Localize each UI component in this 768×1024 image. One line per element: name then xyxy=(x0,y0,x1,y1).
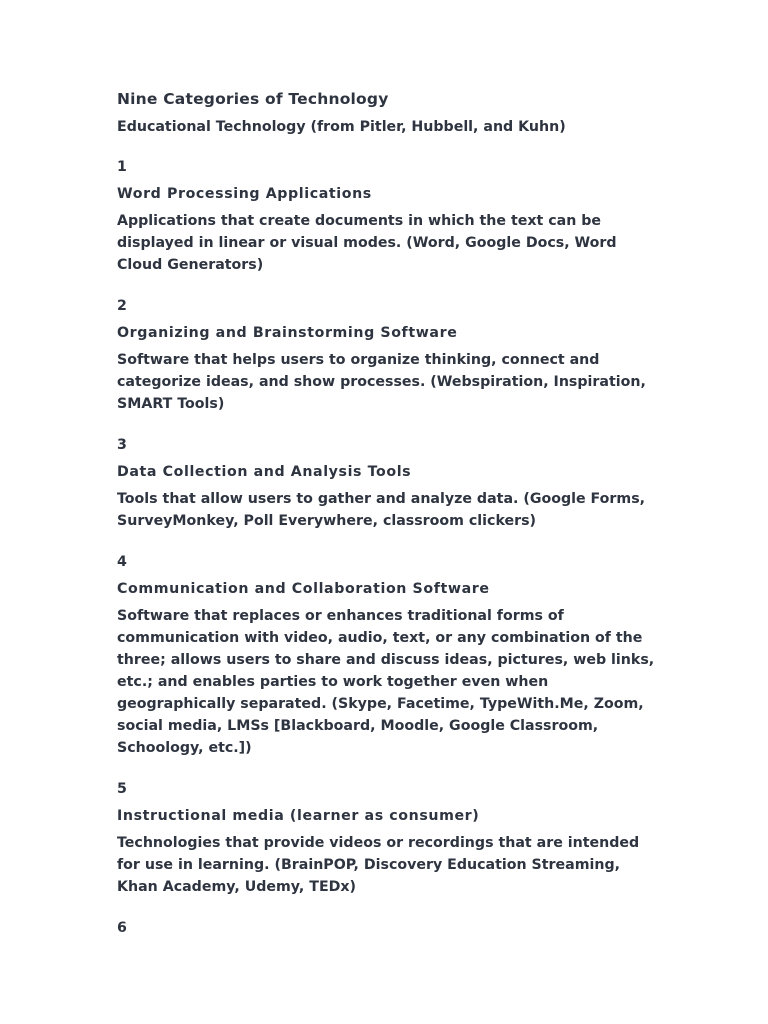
category-name: Organizing and Brainstorming Software xyxy=(117,325,458,341)
category-description: Software that helps users to organize thinking, connect and categorize ideas, and show processes. (Webspiration, Inspiration, SMART Tools) xyxy=(117,352,646,412)
category-number: 5 xyxy=(117,781,127,797)
category-3 xyxy=(117,435,657,532)
category-number: 6 xyxy=(117,920,127,936)
category-name: Data Collection and Analysis Tools xyxy=(117,464,412,480)
category-number: 1 xyxy=(117,159,127,175)
category-1 xyxy=(117,157,657,276)
category-number: 4 xyxy=(117,554,127,570)
category-description: Applications that create documents in which the text can be displayed in linear or visual modes. (Word, Google Docs, Word Cloud Generators) xyxy=(117,213,617,273)
category-4 xyxy=(117,552,657,759)
category-description: Software that replaces or enhances traditional forms of communication with video, audio, text, or any combination of the three; allows users to share and discuss ideas, pictures, web links, etc.; and enables parties to work together even when geographically separated. (Skype, Facetime, TypeWith.Me, Zoom, social media, LMSs [Blackboard, Moodle, Google Classroom, Schoology, etc.]) xyxy=(117,608,655,756)
document-page xyxy=(117,88,657,938)
category-number: 3 xyxy=(117,437,127,453)
document-title: Nine Categories of Technology xyxy=(117,90,389,108)
category-description: Technologies that provide videos or recordings that are intended for use in learning. (BrainPOP, Discovery Education Streaming, Khan Academy, Udemy, TEDx) xyxy=(117,835,640,895)
document-subtitle: Educational Technology (from Pitler, Hubbell, and Kuhn) xyxy=(117,119,566,135)
category-2 xyxy=(117,296,657,415)
category-description: Tools that allow users to gather and analyze data. (Google Forms, SurveyMonkey, Poll Everywhere, classroom clickers) xyxy=(117,491,646,529)
category-name: Word Processing Applications xyxy=(117,186,372,202)
category-name: Communication and Collaboration Software xyxy=(117,581,490,597)
category-6 xyxy=(117,918,657,938)
category-5 xyxy=(117,779,657,898)
category-number: 2 xyxy=(117,298,127,314)
category-name: Instructional media (learner as consumer) xyxy=(117,808,480,824)
